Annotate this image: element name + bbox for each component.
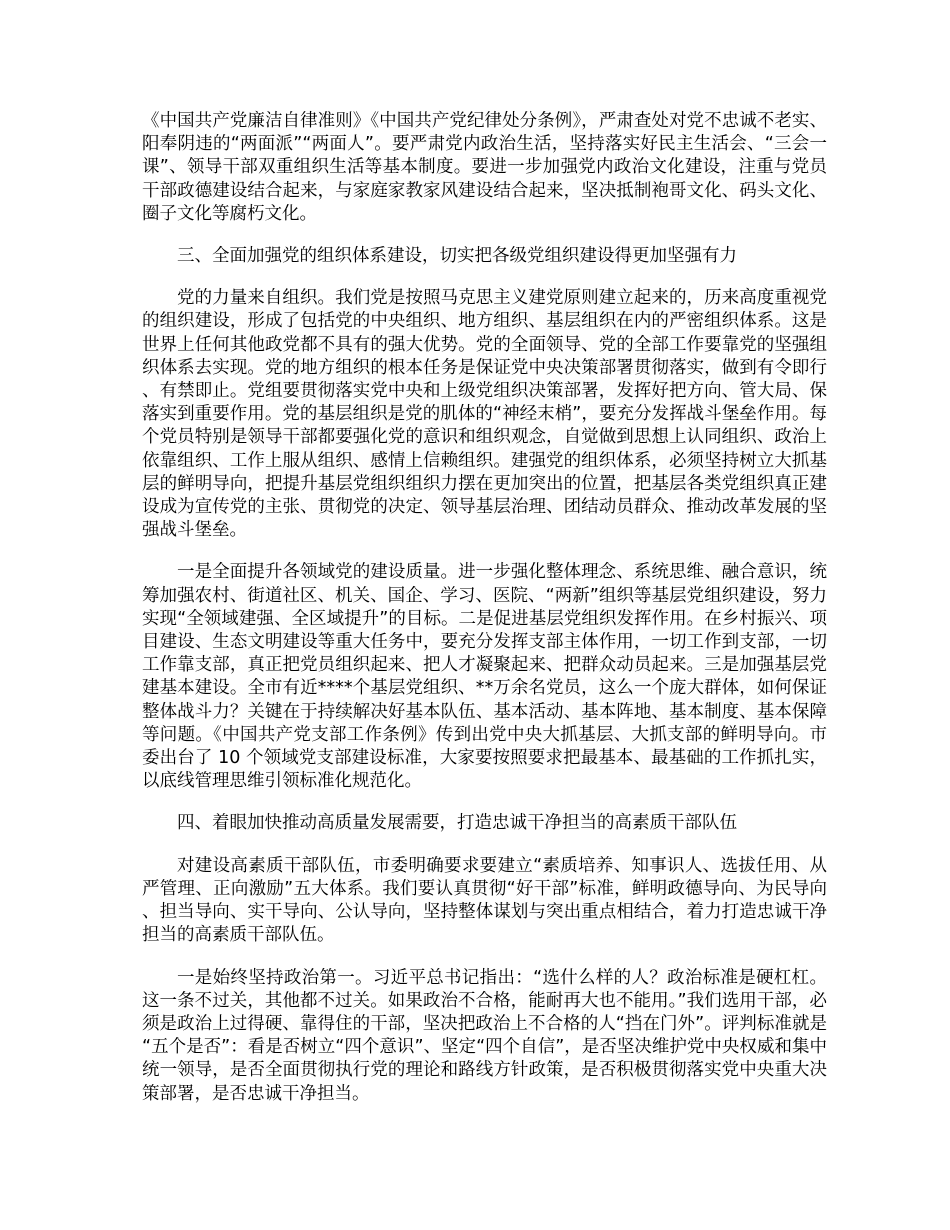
paragraph-cadre-team: 对建设高素质干部队伍，市委明确要求要建立“素质培养、知事识人、选拔任用、从严管理、正向激励”五大体系。我们要认真贯彻“好干部”标准，鲜明政德导向、为民导向、担当导向、实干导向、公认导向，坚持整体谋划与突出重点相结合，着力打造忠诚干净担当的高素质干部队伍。 (142, 855, 827, 946)
section-heading-3: 三、全面加强党的组织体系建设，切实把各级党组织建设得更加坚强有力 (177, 246, 737, 267)
paragraph-politics-first: 一是始终坚持政治第一。习近平总书记指出：“选什么样的人？政治标准是硬杠杠。这一条不过关，其他都不过关。如果政治不合格，能耐再大也不能用。”我们选用干部，必须是政治上过得硬、靠得住的干部，坚决把政治上不合格的人“挡在门外”。评判标准就是“五个是否”：看是否树立“四个意识”、坚定“四个自信”，是否坚决维护党中央权威和集中统一领导，是否全面贯彻执行党的理论和路线方针政策，是否积极贯彻落实党中央重大决策部署，是否忠诚干净担当。 (142, 967, 827, 1104)
paragraph-organization: 党的力量来自组织。我们党是按照马克思主义建党原则建立起来的，历来高度重视党的组织建设，形成了包括党的中央组织、地方组织、基层组织在内的严密组织体系。这是世界上任何其他政党都不具有的强大优势。党的全面领导、党的全部工作要靠党的坚强组织体系去实现。党的地方组织的根本任务是保证党中央决策部署贯彻落实，做到有令即行、有禁即止。党组要贯彻落实党中央和上级党组织决策部署，发挥好把方向、管大局、保落实到重要作用。党的基层组织是党的肌体的“神经末梢”，要充分发挥战斗堡垒作用。每个党员特别是领导干部都要强化党的意识和组织观念，自觉做到思想上认同组织、政治上依靠组织、工作上服从组织、感情上信赖组织。建强党的组织体系，必须坚持树立大抓基层的鲜明导向，把提升基层党组织组织力摆在更加突出的位置，把基层各类党组织真正建设成为宣传党的主张、贯彻党的决定、领导基层治理、团结动员群众、推动改革发展的坚强战斗堡垒。 (142, 288, 827, 541)
section-heading-4: 四、着眼加快推动高质量发展需要，打造忠诚干净担当的高素质干部队伍 (177, 813, 737, 834)
document-page (142, 110, 827, 1125)
paragraph-intro: 《中国共产党廉洁自律准则》《中国共产党纪律处分条例》，严肃查处对党不忠诚不老实、阳奉阴违的“两面派”“两面人”。要严肃党内政治生活，坚持落实好民主生活会、“三会一课”、领导干部双重组织生活等基本制度。要进一步加强党内政治文化建设，注重与党员干部政德建设结合起来，与家庭家教家风建设结合起来，坚决抵制袍哥文化、码头文化、圈子文化等腐朽文化。 (142, 111, 827, 224)
paragraph-grassroots: 一是全面提升各领域党的建设质量。进一步强化整体理念、系统思维、融合意识，统筹加强农村、街道社区、机关、国企、学习、医院、“两新”组织等基层党组织建设，努力实现“全领域建强、全区域提升”的目标。二是促进基层党组织发挥作用。在乡村振兴、项目建设、生态文明建设等重大任务中，要充分发挥支部主体作用，一切工作到支部，一切工作靠支部，真正把党员组织起来、把人才凝聚起来、把群众动员起来。三是加强基层党建基本建设。全市有近****个基层党组织、**万余名党员，这么一个庞大群体，如何保证整体战斗力？关键在于持续解决好基本队伍、基本活动、基本阵地、基本制度、基本保障等问题。《中国共产党支部工作条例》传到出党中央大抓基层、大抓支部的鲜明导向。市委出台了 10 个领域党支部建设标准，大家要按照要求把最基本、最基础的工作抓扎实，以底线管理思维引领标准化规范化。 (142, 562, 827, 792)
